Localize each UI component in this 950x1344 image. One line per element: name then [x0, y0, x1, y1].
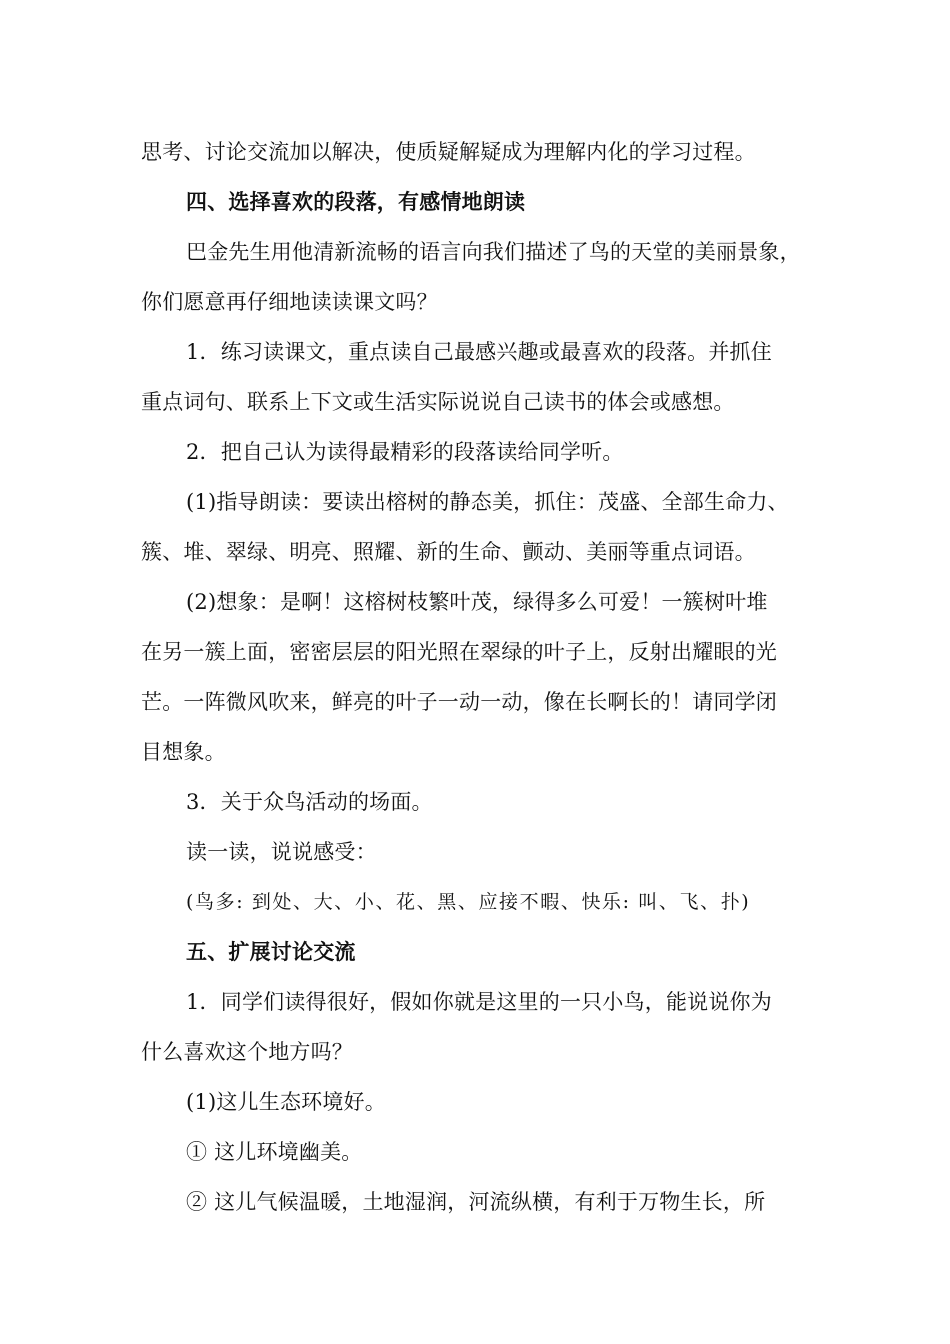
paragraph-line-1: 思考、讨论交流加以解决，使质疑解疑成为理解内化的学习过程。 — [141, 140, 756, 164]
paragraph-line-5: 1．练习读课文，重点读自己最感兴趣或最喜欢的段落。并抓住 — [186, 340, 772, 364]
paragraph-line-10: (2)想象：是啊！这榕树枝繁叶茂，绿得多么可爱！一簇树叶堆 — [186, 590, 768, 614]
paragraph-line-7: 2．把自己认为读得最精彩的段落读给同学听。 — [186, 440, 624, 464]
paragraph-line-11: 在另一簇上面，密密层层的阳光照在翠绿的叶子上，反射出耀眼的光 — [141, 640, 777, 664]
paragraph-line-6: 重点词句、联系上下文或生活实际说说自己读书的体会或感想。 — [141, 390, 735, 414]
paragraph-line-14: 3．关于众鸟活动的场面。 — [186, 790, 433, 814]
paragraph-line-18: 1．同学们读得很好，假如你就是这里的一只小鸟，能说说你为 — [186, 990, 772, 1014]
paragraph-line-19: 什么喜欢这个地方吗？ — [141, 1040, 353, 1064]
paragraph-line-12: 芒。一阵微风吹来，鲜亮的叶子一动一动，像在长啊长的！请同学闭 — [141, 690, 777, 714]
section-heading-5: 五、扩展讨论交流 — [186, 940, 356, 964]
paragraph-line-15: 读一读，说说感受： — [186, 840, 377, 864]
paragraph-line-21: ① 这儿环境幽美。 — [186, 1140, 363, 1164]
paragraph-line-9: 簇、堆、翠绿、明亮、照耀、新的生命、颤动、美丽等重点词语。 — [141, 540, 756, 564]
paragraph-line-22: ② 这儿气候温暖，土地湿润，河流纵横，有利于万物生长，所 — [186, 1190, 766, 1214]
paragraph-line-3: 巴金先生用他清新流畅的语言向我们描述了鸟的天堂的美丽景象， — [186, 240, 801, 264]
paragraph-line-16: (鸟多: 到处、大、小、花、黑、应接不暇、快乐: 叫、飞、扑) — [186, 891, 751, 913]
paragraph-line-13: 目想象。 — [141, 740, 226, 764]
section-heading-4: 四、选择喜欢的段落，有感情地朗读 — [186, 190, 526, 214]
paragraph-line-8: (1)指导朗读：要读出榕树的静态美，抓住：茂盛、全部生命力、 — [186, 490, 789, 514]
paragraph-line-4: 你们愿意再仔细地读读课文吗？ — [141, 290, 438, 314]
paragraph-line-20: (1)这儿生态环境好。 — [186, 1090, 386, 1114]
